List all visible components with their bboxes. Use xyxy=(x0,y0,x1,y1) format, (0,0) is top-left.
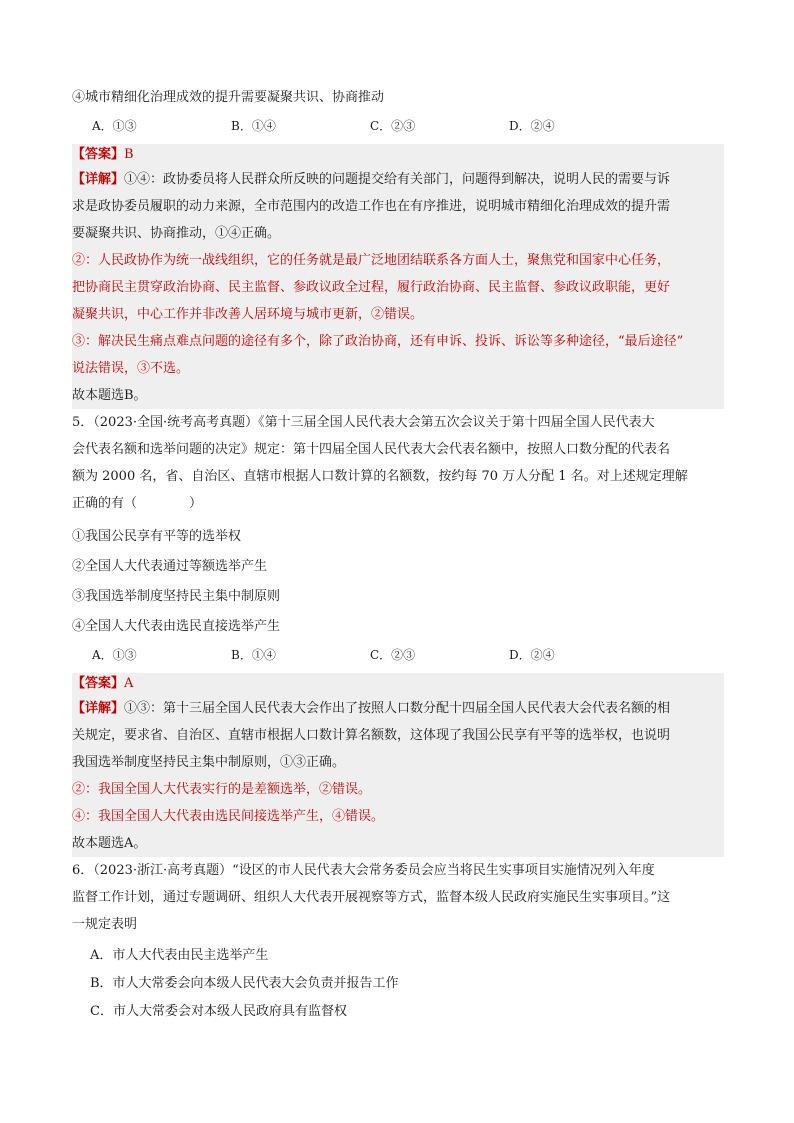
wrong-option-note: 凝聚共识，中心工作并非改善人居环境与城市更新，②错误。 xyxy=(72,307,424,322)
q5-answer-box xyxy=(72,673,724,857)
wrong-option-note: ③：解决民生痛点难点问题的途径有多个，除了政治协商，还有申诉、投诉、诉讼等多种途径，“最后途径” xyxy=(72,334,684,349)
q5-item: ④全国人大代表由选民直接选举产生 xyxy=(72,619,281,634)
answer-tag: 【答案】 xyxy=(72,676,125,691)
question-5-stem xyxy=(72,409,724,517)
wrong-option-note: ②：我国全国人大代表实行的是差额选举，②错误。 xyxy=(72,782,372,797)
q5-options xyxy=(72,645,724,665)
explanation xyxy=(72,166,724,382)
q4-answer-box xyxy=(72,144,724,409)
explanation-line: 【详解】①③：第十三届全国人民代表大会作出了按照人口数分配十四届全国人民代表大会代表名额的相 xyxy=(72,701,671,716)
wrong-option-note: ②：人民政协作为统一战线组织，它的任务就是最广泛地团结联系各方面人士，聚焦党和国家中心任务， xyxy=(72,253,671,268)
option-c: C．②③ xyxy=(370,119,416,133)
answer-tag: 【答案】 xyxy=(72,147,125,162)
option-b: B．①④ xyxy=(231,119,276,133)
conclusion: 故本题选A。 xyxy=(72,836,147,851)
wrong-option-note: 说法错误，③不选。 xyxy=(72,361,190,376)
q6-choice-b: B．市人大常委会向本级人民代表大会负责并报告工作 xyxy=(90,976,399,991)
option-a: A．①③ xyxy=(92,648,137,662)
explanation-line: 【详解】①④：政协委员将人民群众所反映的问题提交给有关部门，问题得到解决，说明人民的需要与诉 xyxy=(72,172,671,187)
stem-line: 正确的有（ ） xyxy=(72,496,203,511)
q5-item: ①我国公民享有平等的选举权 xyxy=(72,529,242,544)
stem-line: 会代表名额和选举问题的决定》规定：第十四届全国人民代表大会代表名额中，按照人口数分配的代表名 xyxy=(72,442,671,457)
stem-line: 额为 2000 名，省、自治区、直辖市根据人口数计算的名额数，按约每 70 万人分配 1 名。对上述规定理解 xyxy=(72,469,688,484)
conclusion: 故本题选B。 xyxy=(72,388,147,403)
detail-tag: 【详解】 xyxy=(72,172,125,187)
option-a: A．①③ xyxy=(92,119,137,133)
q5-item: ③我国选举制度坚持民主集中制原则 xyxy=(72,589,281,604)
detail-tag: 【详解】 xyxy=(72,701,125,716)
q4-options xyxy=(72,116,724,136)
explanation-line: 要凝聚共识、协商推动，①④正确。 xyxy=(72,226,281,241)
answer-line xyxy=(72,144,724,166)
q6-choice-c: C．市人大常委会对本级人民政府具有监督权 xyxy=(90,1004,347,1019)
answer-value: B xyxy=(124,147,134,162)
wrong-option-note: 把协商民主贯穿政治协商、民主监督、参政议政全过程，履行政治协商、民主监督、参政议政职能，更好 xyxy=(72,280,671,295)
answer-value: A xyxy=(124,676,134,691)
option-c: C．②③ xyxy=(370,648,416,662)
option-d: D．②④ xyxy=(509,119,555,133)
q6-choice-a: A．市人大代表由民主选举产生 xyxy=(90,948,269,963)
question-6-stem xyxy=(72,857,724,938)
document-page xyxy=(72,88,724,1022)
stem-line: 一规定表明 xyxy=(72,917,138,932)
wrong-option-note: ④：我国全国人大代表由选民间接选举产生，④错误。 xyxy=(72,809,385,824)
explanation-line: 关规定，要求省、自治区、直辖市根据人口数计算名额数，这体现了我国公民享有平等的选举权，也说明 xyxy=(72,728,671,743)
explanation-line: 我国选举制度坚持民主集中制原则，①③正确。 xyxy=(72,755,346,770)
answer-line xyxy=(72,673,724,695)
option-d: D．②④ xyxy=(509,648,555,662)
explanation-line: 求是政协委员履职的动力来源，全市范围内的改造工作也在有序推进，说明城市精细化治理成效的提升需 xyxy=(72,199,671,214)
q5-item: ②全国人大代表通过等额选举产生 xyxy=(72,559,268,574)
option-b: B．①④ xyxy=(231,648,276,662)
question-item: ④城市精细化治理成效的提升需要凝聚共识、协商推动 xyxy=(72,90,385,105)
stem-line: 监督工作计划，通过专题调研、组织人大代表开展视察等方式，监督本级人民政府实施民生实事项目。”这 xyxy=(72,890,671,905)
explanation xyxy=(72,695,724,830)
stem-line: 6．（2023·浙江·高考真题）“设区的市人民代表大会常务委员会应当将民生实事项目实施情况列入年度 xyxy=(72,863,655,878)
stem-line: 5．（2023·全国·统考高考真题）《第十三届全国人民代表大会第五次会议关于第十四届全国人民代表大 xyxy=(72,415,655,430)
